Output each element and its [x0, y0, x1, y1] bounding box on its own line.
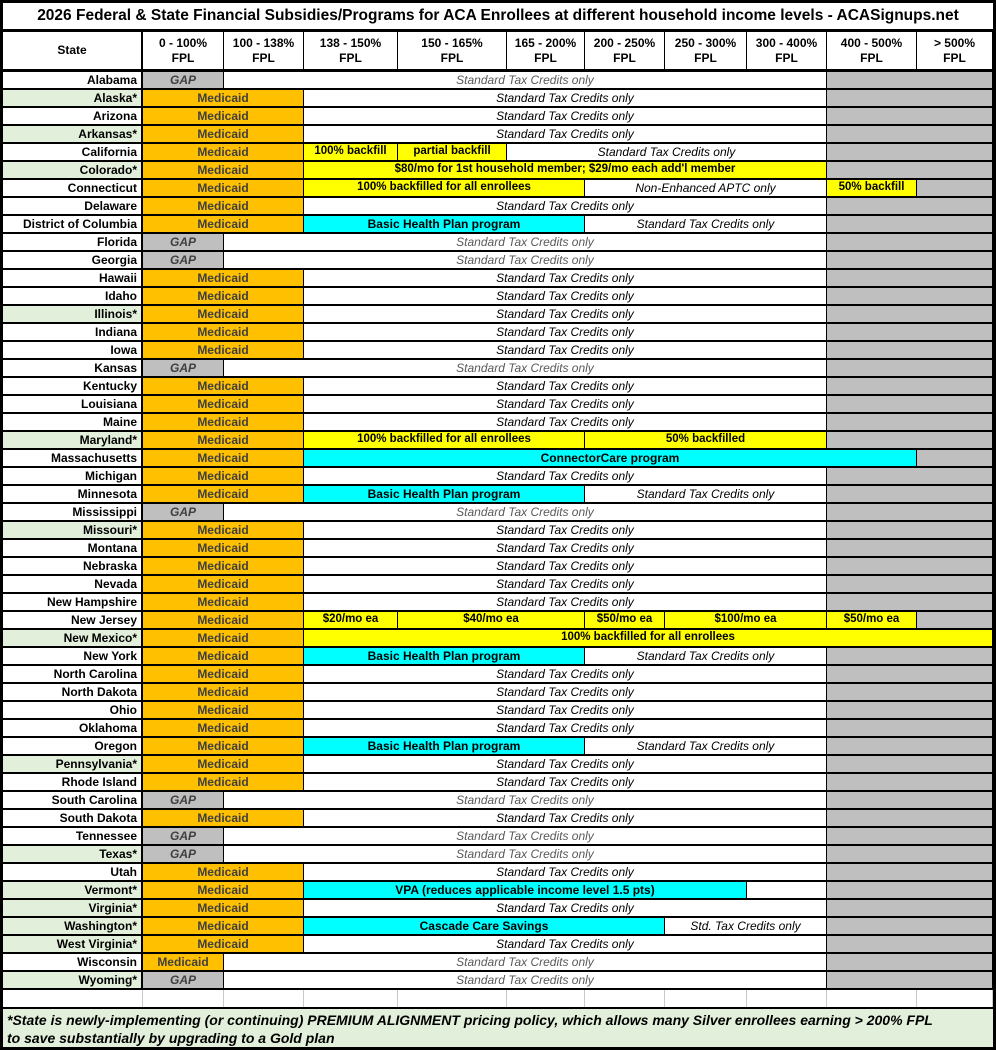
header-row — [3, 32, 993, 72]
subsidy-cell-gray — [827, 90, 993, 108]
subsidy-cell-gray — [827, 396, 993, 414]
subsidy-cell-stc: Standard Tax Credits only — [304, 900, 827, 918]
subsidy-cell-stc: Std. Tax Credits only — [665, 918, 827, 936]
state-cell: Minnesota — [3, 486, 143, 504]
subsidy-cell-gap: GAP — [143, 792, 224, 810]
spacer-cell — [827, 990, 917, 1007]
subsidy-cell-med: Medicaid — [143, 126, 304, 144]
state-cell: New Hampshire — [3, 594, 143, 612]
fpl-column-header: 200 - 250% FPL — [585, 32, 665, 72]
subsidy-cell-gray — [827, 918, 993, 936]
subsidy-cell-med: Medicaid — [143, 918, 304, 936]
table-row — [3, 828, 993, 846]
state-cell: Montana — [3, 540, 143, 558]
subsidy-cell-stc: Standard Tax Credits only — [304, 324, 827, 342]
subsidy-cell-med: Medicaid — [143, 882, 304, 900]
subsidy-cell-med: Medicaid — [143, 324, 304, 342]
spacer-cell — [585, 990, 665, 1007]
subsidy-cell-stc: Standard Tax Credits only — [304, 522, 827, 540]
spacer-cell — [143, 990, 224, 1007]
subsidy-cell-gray — [827, 504, 993, 522]
subsidy-cell-stc: Standard Tax Credits only — [304, 684, 827, 702]
subsidy-cell-cyan: Basic Health Plan program — [304, 216, 585, 234]
subsidy-cell-cyan: Basic Health Plan program — [304, 738, 585, 756]
subsidy-cell-gray — [827, 360, 993, 378]
subsidy-cell-stc: Standard Tax Credits only — [304, 306, 827, 324]
subsidy-cell-yellow: 100% backfill — [304, 144, 398, 162]
subsidy-cell-gray — [827, 792, 993, 810]
subsidy-cell-stc: Standard Tax Credits only — [585, 486, 827, 504]
state-cell: Ohio — [3, 702, 143, 720]
state-cell: Kentucky — [3, 378, 143, 396]
table-row — [3, 396, 993, 414]
subsidy-cell-gray — [827, 72, 993, 90]
fpl-column-header: 250 - 300% FPL — [665, 32, 747, 72]
subsidy-cell-med: Medicaid — [143, 648, 304, 666]
subsidy-cell-stc: Standard Tax Credits only — [304, 468, 827, 486]
footnote — [3, 1007, 993, 1047]
subsidy-cell-stcg: Standard Tax Credits only — [224, 792, 827, 810]
state-cell: Kansas — [3, 360, 143, 378]
subsidy-cell-stcg: Standard Tax Credits only — [224, 72, 827, 90]
subsidy-cell-gap: GAP — [143, 72, 224, 90]
table-row — [3, 234, 993, 252]
subsidy-cell-med: Medicaid — [143, 432, 304, 450]
subsidy-cell-stc: Standard Tax Credits only — [304, 198, 827, 216]
subsidy-cell-med: Medicaid — [143, 702, 304, 720]
table-row — [3, 360, 993, 378]
subsidy-cell-med: Medicaid — [143, 738, 304, 756]
subsidy-cell-med: Medicaid — [143, 108, 304, 126]
state-cell: South Dakota — [3, 810, 143, 828]
subsidy-cell-gray — [827, 756, 993, 774]
state-cell: Vermont* — [3, 882, 143, 900]
state-cell: South Carolina — [3, 792, 143, 810]
table-row — [3, 972, 993, 990]
subsidy-cell-blank — [747, 882, 827, 900]
subsidy-cell-yellow: 50% backfilled — [585, 432, 827, 450]
subsidy-cell-gray — [827, 576, 993, 594]
subsidy-cell-gray — [827, 900, 993, 918]
subsidy-cell-med: Medicaid — [143, 666, 304, 684]
table-row — [3, 810, 993, 828]
table-row — [3, 108, 993, 126]
state-cell: Pennsylvania* — [3, 756, 143, 774]
subsidy-cell-gap: GAP — [143, 504, 224, 522]
state-cell: Arkansas* — [3, 126, 143, 144]
subsidy-cell-med: Medicaid — [143, 198, 304, 216]
state-cell: Illinois* — [3, 306, 143, 324]
state-cell: Nebraska — [3, 558, 143, 576]
subsidy-cell-gap: GAP — [143, 846, 224, 864]
table-row — [3, 612, 993, 630]
subsidy-cell-gray — [827, 702, 993, 720]
subsidy-cell-stc: Non-Enhanced APTC only — [585, 180, 827, 198]
state-cell: Maine — [3, 414, 143, 432]
subsidy-cell-stc: Standard Tax Credits only — [304, 378, 827, 396]
state-cell: West Virginia* — [3, 936, 143, 954]
spacer-cell — [398, 990, 507, 1007]
subsidy-cell-yellow: 50% backfill — [827, 180, 917, 198]
page-title: 2026 Federal & State Financial Subsidies/Programs for ACA Enrollees at different household income levels - ACASignups.net — [3, 3, 993, 32]
table-row — [3, 666, 993, 684]
subsidy-cell-stc: Standard Tax Credits only — [304, 594, 827, 612]
table-row — [3, 432, 993, 450]
table-row — [3, 378, 993, 396]
spacer-cell — [224, 990, 304, 1007]
state-cell: California — [3, 144, 143, 162]
subsidy-cell-stc: Standard Tax Credits only — [304, 810, 827, 828]
table-row — [3, 648, 993, 666]
subsidy-cell-gap: GAP — [143, 360, 224, 378]
subsidy-cell-med: Medicaid — [143, 396, 304, 414]
subsidy-cell-gray — [827, 378, 993, 396]
subsidy-cell-gray — [827, 288, 993, 306]
subsidy-cell-med: Medicaid — [143, 576, 304, 594]
subsidy-cell-med: Medicaid — [143, 270, 304, 288]
subsidy-cell-stcg: Standard Tax Credits only — [224, 954, 827, 972]
state-cell: District of Columbia — [3, 216, 143, 234]
state-cell: Indiana — [3, 324, 143, 342]
table-row — [3, 900, 993, 918]
subsidy-cell-med: Medicaid — [143, 720, 304, 738]
subsidy-cell-stc: Standard Tax Credits only — [304, 576, 827, 594]
table-row — [3, 270, 993, 288]
subsidy-cell-stcg: Standard Tax Credits only — [224, 846, 827, 864]
subsidy-cell-med: Medicaid — [143, 342, 304, 360]
subsidy-cell-med: Medicaid — [143, 612, 304, 630]
subsidy-cell-gray — [827, 954, 993, 972]
spacer-cell — [747, 990, 827, 1007]
fpl-column-header: 138 - 150% FPL — [304, 32, 398, 72]
subsidy-cell-stc: Standard Tax Credits only — [304, 756, 827, 774]
subsidy-cell-med: Medicaid — [143, 468, 304, 486]
spacer-cell — [3, 990, 143, 1007]
subsidy-cell-gray — [917, 612, 993, 630]
subsidy-cell-gray — [827, 306, 993, 324]
table-row — [3, 576, 993, 594]
state-cell: Louisiana — [3, 396, 143, 414]
subsidy-cell-gray — [917, 180, 993, 198]
table-row — [3, 414, 993, 432]
subsidy-cell-cyan: Basic Health Plan program — [304, 486, 585, 504]
table-row — [3, 918, 993, 936]
subsidy-cell-med: Medicaid — [143, 306, 304, 324]
table-row — [3, 126, 993, 144]
table-row — [3, 90, 993, 108]
table-row — [3, 864, 993, 882]
state-cell: Florida — [3, 234, 143, 252]
subsidy-cell-yellow: $50/mo ea — [827, 612, 917, 630]
state-cell: Arizona — [3, 108, 143, 126]
subsidy-cell-gray — [917, 450, 993, 468]
state-cell: Mississippi — [3, 504, 143, 522]
subsidy-cell-stc: Standard Tax Credits only — [585, 738, 827, 756]
subsidy-cell-med: Medicaid — [143, 288, 304, 306]
table-row — [3, 630, 993, 648]
subsidy-cell-gray — [827, 540, 993, 558]
state-cell: Iowa — [3, 342, 143, 360]
table-row — [3, 936, 993, 954]
subsidy-cell-med: Medicaid — [143, 810, 304, 828]
subsidy-cell-gray — [827, 108, 993, 126]
subsidy-cell-gap: GAP — [143, 234, 224, 252]
table-row — [3, 288, 993, 306]
table-row — [3, 468, 993, 486]
state-cell: Colorado* — [3, 162, 143, 180]
table-row — [3, 198, 993, 216]
subsidy-cell-gray — [827, 252, 993, 270]
subsidy-cell-stc: Standard Tax Credits only — [304, 108, 827, 126]
subsidy-cell-gray — [827, 486, 993, 504]
subsidy-cell-gray — [827, 828, 993, 846]
table-row — [3, 486, 993, 504]
subsidy-cell-med: Medicaid — [143, 378, 304, 396]
subsidy-cell-cyan: Cascade Care Savings — [304, 918, 665, 936]
state-column-header: State — [3, 32, 143, 72]
state-cell: Connecticut — [3, 180, 143, 198]
state-cell: Oklahoma — [3, 720, 143, 738]
subsidy-cell-gray — [827, 846, 993, 864]
subsidy-cell-med: Medicaid — [143, 180, 304, 198]
subsidy-cell-gray — [827, 684, 993, 702]
state-cell: Alabama — [3, 72, 143, 90]
table-row — [3, 216, 993, 234]
subsidy-cell-gray — [827, 522, 993, 540]
table-row — [3, 738, 993, 756]
state-cell: Wyoming* — [3, 972, 143, 990]
subsidy-cell-yellow: $100/mo ea — [665, 612, 827, 630]
subsidy-cell-gray — [827, 162, 993, 180]
spacer-cell — [507, 990, 585, 1007]
subsidy-cell-med: Medicaid — [143, 774, 304, 792]
subsidy-cell-gap: GAP — [143, 972, 224, 990]
spacer-row — [3, 990, 993, 1007]
subsidy-cell-med: Medicaid — [143, 450, 304, 468]
subsidy-cell-med: Medicaid — [143, 594, 304, 612]
spacer-cell — [665, 990, 747, 1007]
subsidy-cell-gray — [827, 234, 993, 252]
subsidy-cell-gray — [827, 810, 993, 828]
state-cell: Rhode Island — [3, 774, 143, 792]
table-row — [3, 306, 993, 324]
table-row — [3, 540, 993, 558]
subsidy-cell-med: Medicaid — [143, 936, 304, 954]
state-cell: Hawaii — [3, 270, 143, 288]
table-row — [3, 558, 993, 576]
subsidy-cell-yellow: $80/mo for 1st household member; $29/mo each add'l member — [304, 162, 827, 180]
fpl-column-header: 150 - 165% FPL — [398, 32, 507, 72]
state-cell: Tennessee — [3, 828, 143, 846]
subsidy-cell-yellow: $20/mo ea — [304, 612, 398, 630]
subsidy-cell-gray — [827, 666, 993, 684]
subsidy-cell-gap: GAP — [143, 252, 224, 270]
subsidy-cell-gray — [827, 216, 993, 234]
state-cell: Maryland* — [3, 432, 143, 450]
state-cell: Michigan — [3, 468, 143, 486]
state-cell: North Carolina — [3, 666, 143, 684]
subsidy-cell-gray — [827, 738, 993, 756]
table-row — [3, 324, 993, 342]
subsidy-cell-stcg: Standard Tax Credits only — [224, 252, 827, 270]
table-row — [3, 846, 993, 864]
subsidy-cell-stc: Standard Tax Credits only — [585, 216, 827, 234]
fpl-column-header: 300 - 400% FPL — [747, 32, 827, 72]
subsidy-cell-med: Medicaid — [143, 216, 304, 234]
subsidy-cell-med: Medicaid — [143, 414, 304, 432]
subsidy-cell-gray — [827, 864, 993, 882]
subsidy-cell-stc: Standard Tax Credits only — [304, 702, 827, 720]
subsidy-cell-stc: Standard Tax Credits only — [304, 270, 827, 288]
subsidy-cell-gray — [827, 936, 993, 954]
subsidy-cell-yellow: $50/mo ea — [585, 612, 665, 630]
fpl-column-header: 100 - 138% FPL — [224, 32, 304, 72]
table-row — [3, 522, 993, 540]
subsidy-cell-gray — [827, 432, 993, 450]
subsidy-cell-stcg: Standard Tax Credits only — [224, 360, 827, 378]
table-row — [3, 342, 993, 360]
subsidy-cell-med: Medicaid — [143, 684, 304, 702]
subsidy-cell-stc: Standard Tax Credits only — [304, 666, 827, 684]
subsidy-cell-gray — [827, 972, 993, 990]
table-row — [3, 774, 993, 792]
table-row — [3, 954, 993, 972]
state-cell: Idaho — [3, 288, 143, 306]
subsidy-cell-cyan: VPA (reduces applicable income level 1.5 pts) — [304, 882, 747, 900]
fpl-column-header: 400 - 500% FPL — [827, 32, 917, 72]
subsidy-cell-stc: Standard Tax Credits only — [304, 396, 827, 414]
subsidy-cell-gray — [827, 882, 993, 900]
table-row — [3, 144, 993, 162]
subsidy-cell-yellow: 100% backfilled for all enrollees — [304, 180, 585, 198]
subsidy-cell-gray — [827, 558, 993, 576]
subsidy-cell-stcg: Standard Tax Credits only — [224, 828, 827, 846]
subsidy-cell-stc: Standard Tax Credits only — [304, 288, 827, 306]
state-cell: North Dakota — [3, 684, 143, 702]
subsidy-cell-med: Medicaid — [143, 90, 304, 108]
table-row — [3, 594, 993, 612]
subsidy-cell-med: Medicaid — [143, 486, 304, 504]
spacer-cell — [917, 990, 993, 1007]
subsidy-cell-gray — [827, 270, 993, 288]
subsidy-cell-med: Medicaid — [143, 522, 304, 540]
subsidy-cell-gray — [827, 414, 993, 432]
state-cell: Alaska* — [3, 90, 143, 108]
subsidy-cell-stcg: Standard Tax Credits only — [224, 504, 827, 522]
subsidy-cell-stc: Standard Tax Credits only — [304, 90, 827, 108]
table-row — [3, 756, 993, 774]
state-cell: New Mexico* — [3, 630, 143, 648]
table-row — [3, 450, 993, 468]
subsidy-cell-stcg: Standard Tax Credits only — [224, 234, 827, 252]
subsidy-cell-gray — [827, 144, 993, 162]
state-cell: Texas* — [3, 846, 143, 864]
state-cell: Washington* — [3, 918, 143, 936]
table-row — [3, 252, 993, 270]
subsidy-cell-stc: Standard Tax Credits only — [304, 864, 827, 882]
subsidy-cell-stc: Standard Tax Credits only — [304, 540, 827, 558]
footnote-line2: to save substantially by upgrading to a Gold plan — [7, 1030, 335, 1047]
subsidy-cell-gray — [827, 324, 993, 342]
subsidy-cell-stc: Standard Tax Credits only — [304, 720, 827, 738]
subsidy-cell-med: Medicaid — [143, 630, 304, 648]
subsidy-cell-med: Medicaid — [143, 954, 224, 972]
table-row — [3, 684, 993, 702]
subsidy-cell-gray — [827, 342, 993, 360]
subsidy-cell-stc: Standard Tax Credits only — [507, 144, 827, 162]
subsidy-cell-stc: Standard Tax Credits only — [304, 342, 827, 360]
subsidy-cell-yellow: 100% backfilled for all enrollees — [304, 630, 993, 648]
subsidy-cell-stc: Standard Tax Credits only — [304, 414, 827, 432]
subsidy-cell-cyan: ConnectorCare program — [304, 450, 917, 468]
state-cell: New Jersey — [3, 612, 143, 630]
subsidy-cell-med: Medicaid — [143, 900, 304, 918]
subsidy-cell-stc: Standard Tax Credits only — [304, 558, 827, 576]
spacer-cell — [304, 990, 398, 1007]
subsidy-cell-stcg: Standard Tax Credits only — [224, 972, 827, 990]
state-cell: Delaware — [3, 198, 143, 216]
subsidy-cell-yellow: $40/mo ea — [398, 612, 585, 630]
table-row — [3, 882, 993, 900]
subsidy-cell-med: Medicaid — [143, 864, 304, 882]
table-row — [3, 162, 993, 180]
table-row — [3, 792, 993, 810]
subsidy-cell-yellow: 100% backfilled for all enrollees — [304, 432, 585, 450]
state-cell: Wisconsin — [3, 954, 143, 972]
state-cell: Massachusetts — [3, 450, 143, 468]
subsidy-cell-gray — [827, 468, 993, 486]
table-row — [3, 180, 993, 198]
subsidy-cell-stc: Standard Tax Credits only — [304, 936, 827, 954]
subsidy-cell-med: Medicaid — [143, 756, 304, 774]
state-cell: Utah — [3, 864, 143, 882]
fpl-column-header: 0 - 100% FPL — [143, 32, 224, 72]
subsidy-cell-med: Medicaid — [143, 558, 304, 576]
state-cell: Virginia* — [3, 900, 143, 918]
state-cell: New York — [3, 648, 143, 666]
subsidy-cell-stc: Standard Tax Credits only — [304, 126, 827, 144]
table-row — [3, 504, 993, 522]
state-cell: Nevada — [3, 576, 143, 594]
state-cell: Missouri* — [3, 522, 143, 540]
table-row — [3, 720, 993, 738]
subsidy-cell-gray — [827, 774, 993, 792]
subsidy-cell-cyan: Basic Health Plan program — [304, 648, 585, 666]
footnote-line1: *State is newly-implementing (or continuing) PREMIUM ALIGNMENT pricing policy, which allows many Silver enrollees earning > 200% FPL — [7, 1012, 933, 1028]
subsidy-cell-stc: Standard Tax Credits only — [304, 774, 827, 792]
state-cell: Oregon — [3, 738, 143, 756]
subsidy-cell-med: Medicaid — [143, 540, 304, 558]
subsidy-cell-med: Medicaid — [143, 144, 304, 162]
subsidy-cell-gray — [827, 594, 993, 612]
fpl-column-header: > 500% FPL — [917, 32, 993, 72]
subsidy-cell-gap: GAP — [143, 828, 224, 846]
table-row — [3, 702, 993, 720]
subsidy-cell-stc: Standard Tax Credits only — [585, 648, 827, 666]
subsidy-cell-gray — [827, 648, 993, 666]
income-level-table — [3, 32, 993, 1007]
fpl-column-header: 165 - 200% FPL — [507, 32, 585, 72]
subsidy-cell-gray — [827, 720, 993, 738]
state-cell: Georgia — [3, 252, 143, 270]
subsidy-cell-yellow: partial backfill — [398, 144, 507, 162]
subsidy-cell-gray — [827, 126, 993, 144]
subsidy-cell-med: Medicaid — [143, 162, 304, 180]
subsidy-cell-gray — [827, 198, 993, 216]
table-row — [3, 72, 993, 90]
